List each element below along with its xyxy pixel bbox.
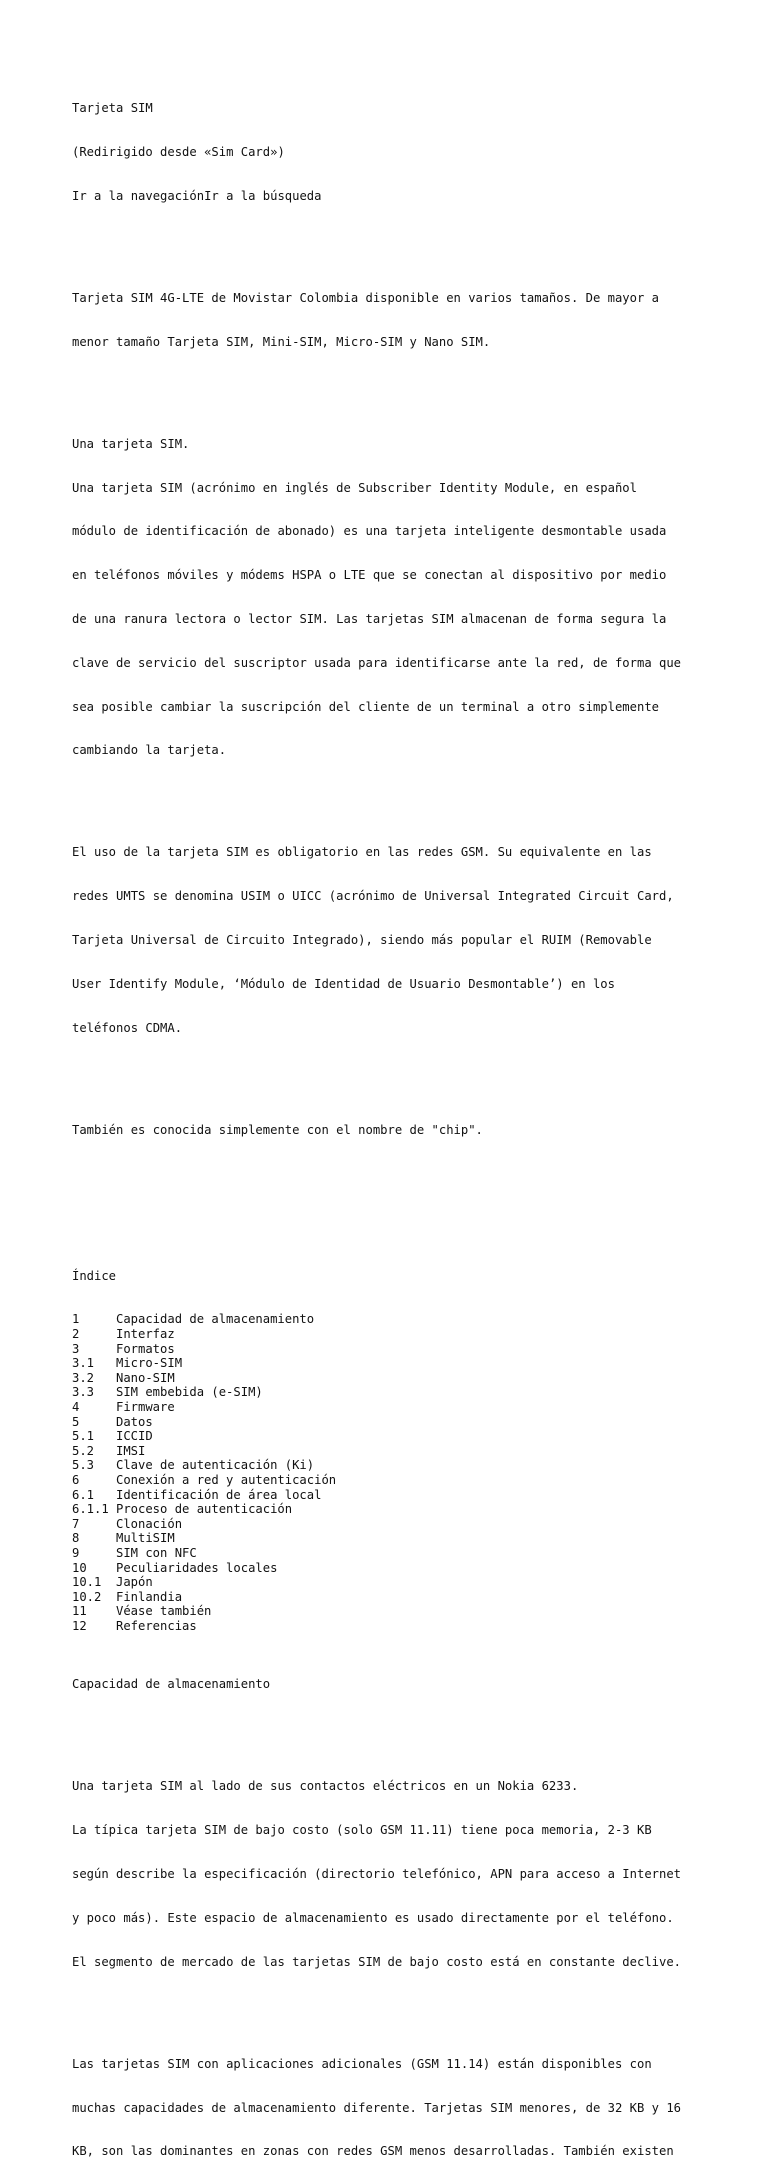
toc-item-number: 3 bbox=[72, 1341, 80, 1356]
page-title: Tarjeta SIM bbox=[72, 101, 153, 116]
toc-item[interactable] bbox=[72, 1546, 712, 1561]
toc-item-number: 5 bbox=[72, 1414, 80, 1429]
toc-item-label[interactable]: Referencias bbox=[116, 1618, 197, 1633]
toc-item[interactable] bbox=[72, 1371, 712, 1386]
toc-item-number: 10.1 bbox=[72, 1575, 102, 1590]
paragraph-line: Una tarjeta SIM. bbox=[72, 436, 190, 451]
intro-caption-line: menor tamaño Tarjeta SIM, Mini-SIM, Micro-SIM y Nano SIM. bbox=[72, 334, 491, 349]
toc-item-label[interactable]: Interfaz bbox=[116, 1327, 175, 1342]
paragraph-line: clave de servicio del suscriptor usada para identificarse ante la red, de forma que bbox=[72, 655, 682, 670]
toc-item-label[interactable]: Formatos bbox=[116, 1341, 175, 1356]
toc-item[interactable] bbox=[72, 1312, 712, 1327]
toc-item-label[interactable]: SIM con NFC bbox=[116, 1545, 197, 1560]
toc-item[interactable] bbox=[72, 1561, 712, 1576]
toc-item-label[interactable]: Micro-SIM bbox=[116, 1356, 183, 1371]
paragraph-line: El segmento de mercado de las tarjetas SIM de bajo costo está en constante declive. bbox=[72, 1954, 682, 1969]
toc-item[interactable] bbox=[72, 1575, 712, 1590]
paragraph-line: módulo de identificación de abonado) es una tarjeta inteligente desmontable usada bbox=[72, 524, 667, 539]
paragraph-line: sea posible cambiar la suscripción del cliente de un terminal a otro simplemente bbox=[72, 699, 659, 714]
toc-item-label[interactable]: ICCID bbox=[116, 1429, 153, 1444]
toc-item-number: 3.2 bbox=[72, 1370, 95, 1385]
toc-item-label[interactable]: Conexión a red y autenticación bbox=[116, 1473, 337, 1487]
toc-item[interactable] bbox=[72, 1619, 712, 1634]
toc-item-number: 3.1 bbox=[72, 1356, 95, 1371]
toc-item[interactable] bbox=[72, 1502, 712, 1517]
toc-item-label[interactable]: MultiSIM bbox=[116, 1531, 175, 1546]
toc-item[interactable] bbox=[72, 1342, 712, 1357]
paragraph-line: y poco más). Este espacio de almacenamiento es usado directamente por el teléfono. bbox=[72, 1910, 674, 1925]
paragraph-line: Las tarjetas SIM con aplicaciones adicionales (GSM 11.14) están disponibles con bbox=[72, 2056, 652, 2071]
toc-item-label[interactable]: Datos bbox=[116, 1414, 153, 1429]
toc-item-label[interactable]: Nano-SIM bbox=[116, 1370, 175, 1385]
toc-item-number: 2 bbox=[72, 1327, 80, 1342]
paragraph-line: según describe la especificación (directorio telefónico, APN para acceso a Internet bbox=[72, 1867, 682, 1882]
toc-item-number: 6.1.1 bbox=[72, 1502, 109, 1517]
toc-list bbox=[72, 1312, 712, 1633]
toc-item-number: 5.3 bbox=[72, 1458, 95, 1473]
toc-item-number: 3.3 bbox=[72, 1385, 95, 1400]
toc-heading: Índice bbox=[72, 1268, 117, 1283]
toc-item-label[interactable]: SIM embebida (e-SIM) bbox=[116, 1385, 263, 1400]
toc-item-number: 6 bbox=[72, 1473, 80, 1487]
toc-item[interactable] bbox=[72, 1356, 712, 1371]
toc-item[interactable] bbox=[72, 1327, 712, 1342]
toc-item-label[interactable]: Identificación de área local bbox=[116, 1487, 322, 1502]
paragraph-line: La típica tarjeta SIM de bajo costo (solo GSM 11.11) tiene poca memoria, 2-3 KB bbox=[72, 1823, 652, 1838]
toc-item-number: 9 bbox=[72, 1545, 80, 1560]
toc-item-label[interactable]: Finlandia bbox=[116, 1589, 183, 1604]
paragraph-line: User Identify Module, ‘Módulo de Identidad de Usuario Desmontable’) en los bbox=[72, 976, 615, 991]
paragraph-line: Tarjeta Universal de Circuito Integrado), siendo más popular el RUIM (Removable bbox=[72, 933, 652, 948]
intro-caption-line: Tarjeta SIM 4G-LTE de Movistar Colombia disponible en varios tamaños. De mayor a bbox=[72, 290, 659, 305]
toc-item-label[interactable]: IMSI bbox=[116, 1443, 146, 1458]
paragraph-line: teléfonos CDMA. bbox=[72, 1020, 183, 1035]
toc-item-number: 11 bbox=[72, 1604, 87, 1619]
toc-item[interactable] bbox=[72, 1531, 712, 1546]
toc-item-number: 8 bbox=[72, 1531, 80, 1546]
toc-item[interactable] bbox=[72, 1590, 712, 1605]
toc-item-label[interactable]: Japón bbox=[116, 1575, 153, 1590]
paragraph-line: También es conocida simplemente con el nombre de "chip". bbox=[72, 1122, 483, 1137]
toc-item[interactable] bbox=[72, 1429, 712, 1444]
toc-item-label[interactable]: Proceso de autenticación bbox=[116, 1502, 293, 1517]
toc-item-number: 4 bbox=[72, 1400, 80, 1415]
toc-item[interactable] bbox=[72, 1415, 712, 1430]
paragraph-line: muchas capacidades de almacenamiento diferente. Tarjetas SIM menores, de 32 KB y 16 bbox=[72, 2100, 682, 2115]
toc-item-number: 7 bbox=[72, 1516, 80, 1531]
toc-item-label[interactable]: Firmware bbox=[116, 1400, 175, 1415]
toc-item-number: 5.1 bbox=[72, 1429, 95, 1444]
toc-item-label[interactable]: Peculiaridades locales bbox=[116, 1560, 278, 1575]
toc-item[interactable] bbox=[72, 1604, 712, 1619]
toc-item-number: 10.2 bbox=[72, 1589, 102, 1604]
paragraph-line: de una ranura lectora o lector SIM. Las tarjetas SIM almacenan de forma segura la bbox=[72, 611, 667, 626]
paragraph-line: KB, son las dominantes en zonas con redes GSM menos desarrolladas. También existen bbox=[72, 2144, 674, 2159]
toc-item[interactable] bbox=[72, 1385, 712, 1400]
toc-item-number: 6.1 bbox=[72, 1487, 95, 1502]
toc-item[interactable] bbox=[72, 1458, 712, 1473]
document-page bbox=[72, 72, 712, 2174]
redirect-note: (Redirigido desde «Sim Card») bbox=[72, 144, 285, 159]
toc-item-label[interactable]: Capacidad de almacenamiento bbox=[116, 1312, 315, 1327]
paragraph-line: Una tarjeta SIM al lado de sus contactos eléctricos en un Nokia 6233. bbox=[72, 1779, 579, 1794]
paragraph-line: cambiando la tarjeta. bbox=[72, 743, 227, 758]
toc-item[interactable] bbox=[72, 1444, 712, 1459]
toc-item-label[interactable]: Clonación bbox=[116, 1516, 183, 1531]
section-heading: Capacidad de almacenamiento bbox=[72, 1677, 271, 1692]
toc-item[interactable] bbox=[72, 1473, 712, 1488]
toc-item-number: 5.2 bbox=[72, 1443, 95, 1458]
toc-item[interactable] bbox=[72, 1517, 712, 1532]
paragraph-line: redes UMTS se denomina USIM o UICC (acrónimo de Universal Integrated Circuit Card, bbox=[72, 889, 674, 904]
nav-links[interactable]: Ir a la navegaciónIr a la búsqueda bbox=[72, 188, 322, 203]
toc-item[interactable] bbox=[72, 1488, 712, 1503]
toc-item-number: 10 bbox=[72, 1560, 87, 1575]
toc-item[interactable] bbox=[72, 1400, 712, 1415]
paragraph-line: El uso de la tarjeta SIM es obligatorio en las redes GSM. Su equivalente en las bbox=[72, 845, 652, 860]
toc-item-number: 12 bbox=[72, 1618, 87, 1633]
paragraph-line: Una tarjeta SIM (acrónimo en inglés de Subscriber Identity Module, en español bbox=[72, 480, 637, 495]
toc-item-label[interactable]: Clave de autenticación (Ki) bbox=[116, 1458, 315, 1473]
paragraph-line: en teléfonos móviles y módems HSPA o LTE que se conectan al dispositivo por medio bbox=[72, 568, 667, 583]
toc-item-label[interactable]: Véase también bbox=[116, 1604, 212, 1619]
toc-item-number: 1 bbox=[72, 1312, 80, 1327]
